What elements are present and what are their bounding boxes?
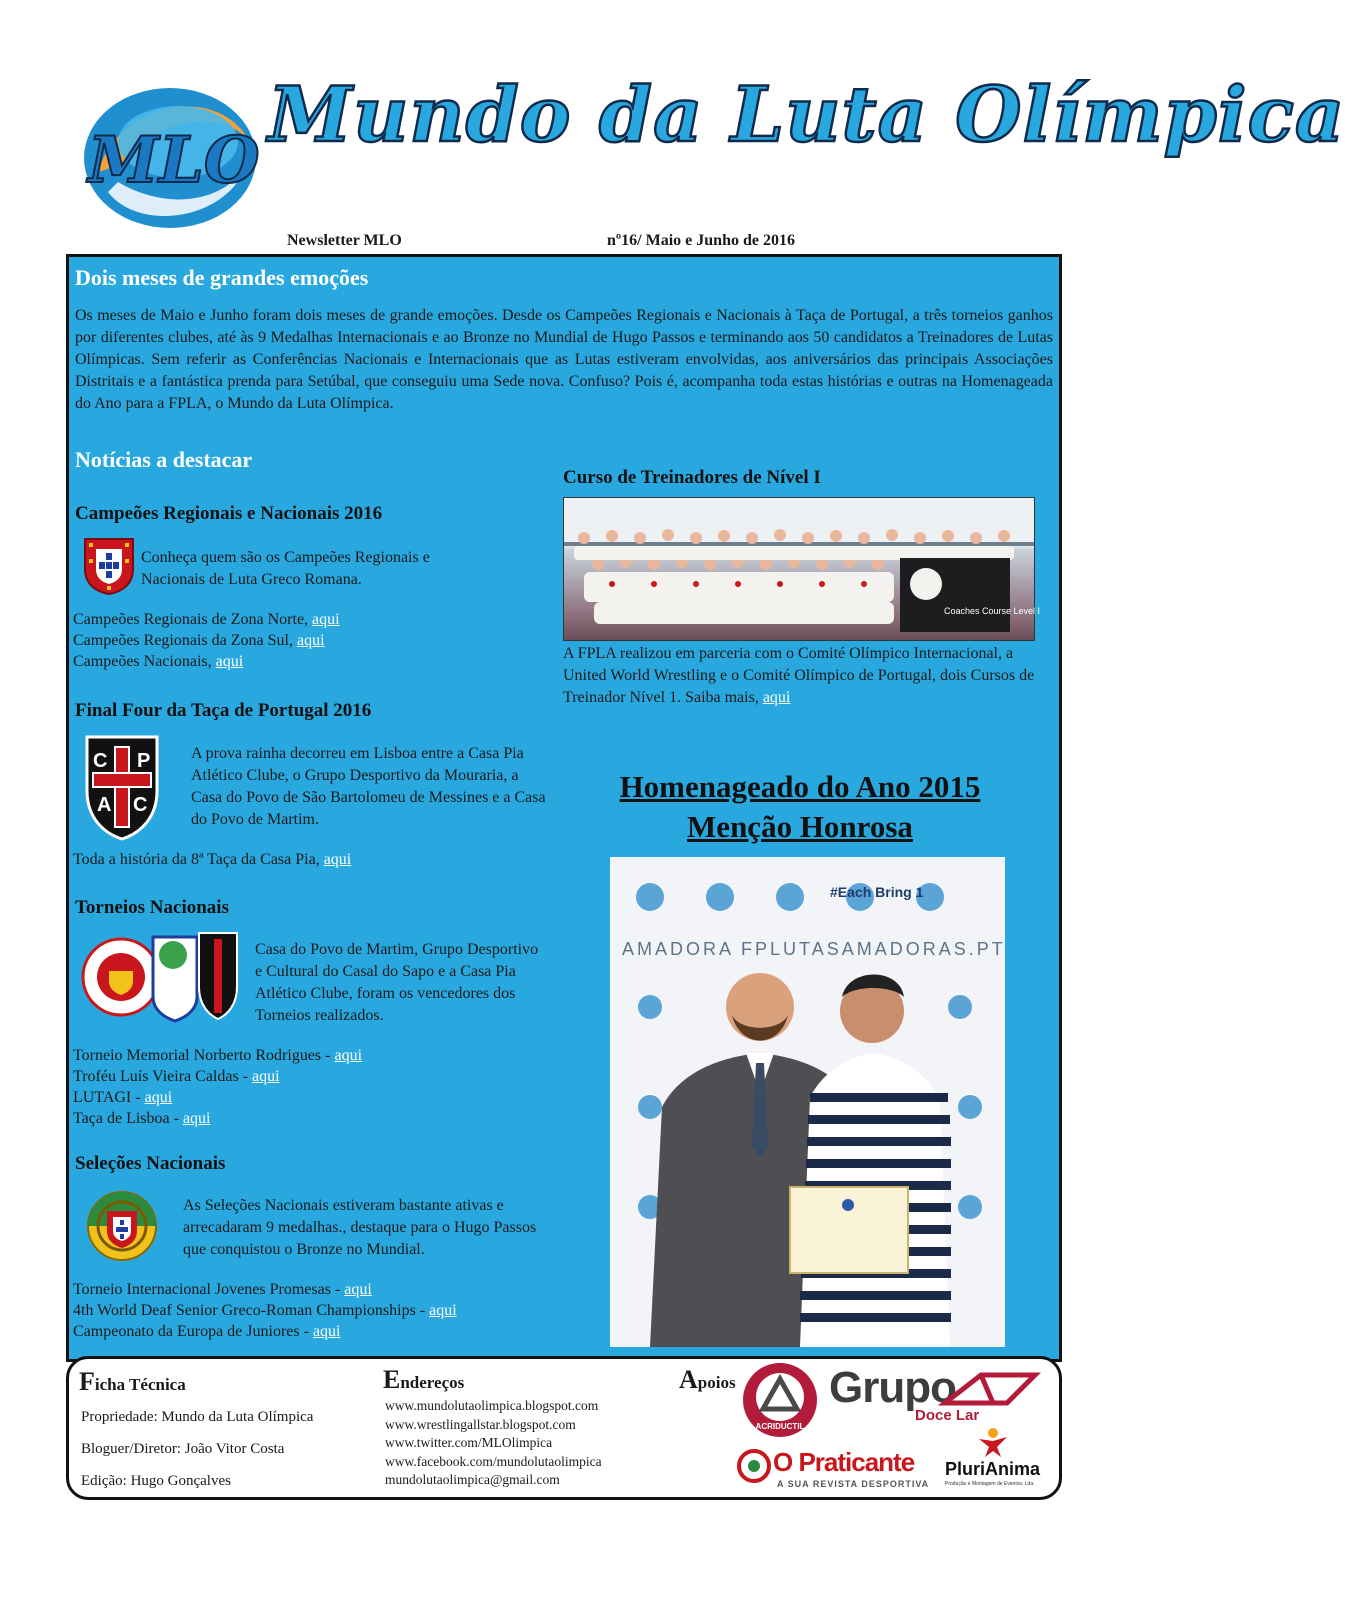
acriductil-name: ACRIDUCTIL <box>755 1422 805 1431</box>
honor-line-2: Menção Honrosa <box>687 809 913 844</box>
aqui-link[interactable]: aqui <box>429 1302 457 1319</box>
grupo-text: Grupo <box>829 1363 956 1412</box>
history-label: Toda a história da 8ª Taça da Casa Pia, <box>73 851 324 868</box>
aqui-link[interactable]: aqui <box>252 1068 280 1085</box>
news-heading: Notícias a destacar <box>75 447 253 472</box>
selecoes-link-row <box>73 1321 457 1342</box>
main-panel <box>66 254 1062 1362</box>
plurianima-logo <box>945 1427 1049 1499</box>
acriductil-logo-icon <box>741 1361 819 1439</box>
enderecos-list <box>385 1397 602 1490</box>
ficha-line: Bloguer/Diretor: João Vitor Costa <box>81 1441 285 1457</box>
campeoes-desc: Conheça quem são os Campeões Regionais e Nacionais de Luta Greco Romana. <box>141 549 430 588</box>
praticante-ball-icon <box>737 1449 771 1483</box>
plurianima-figure-icon <box>975 1427 1011 1457</box>
issue-label: nº16/ Maio e Junho de 2016 <box>607 232 795 249</box>
apoios-initial: A <box>679 1365 698 1394</box>
link-label: Troféu Luís Vieira Caldas - <box>73 1068 253 1085</box>
link-label: Taça de Lisboa - <box>73 1110 183 1127</box>
aqui-link[interactable]: aqui <box>215 653 244 670</box>
torneios-crests <box>81 927 243 1023</box>
aqui-link[interactable]: aqui <box>144 1089 173 1106</box>
section-title-finalfour: Final Four da Taça de Portugal 2016 <box>75 700 372 721</box>
link-label: Campeões Regionais de Zona Norte, <box>73 611 313 628</box>
aqui-link[interactable]: aqui <box>182 1110 211 1127</box>
praticante-subtitle: A SUA REVISTA DESPORTIVA <box>777 1479 930 1489</box>
address-link[interactable]: www.wrestlingallstar.blogspot.com <box>385 1416 576 1432</box>
curso-desc-text: A FPLA realizou em parceria com o Comité Olímpico Internacional, a United World Wrestling e o Comité Olímpico de Portugal, dois Cursos de Treinador Nível 1. Saiba mais, <box>563 645 1035 706</box>
aqui-link[interactable]: aqui <box>312 1323 341 1340</box>
apoios-rest: poios <box>697 1373 736 1392</box>
link-label: Campeonato da Europa de Juniores - <box>73 1323 313 1340</box>
section-title-selecoes: Seleções Nacionais <box>75 1153 226 1174</box>
aqui-link[interactable]: aqui <box>312 611 340 628</box>
torneio-link-row <box>73 1066 362 1087</box>
ficha-rest: icha Técnica <box>94 1375 186 1394</box>
campeoes-link-row <box>73 630 340 651</box>
torneios-desc: Casa do Povo de Martim, Grupo Desportivo e Cultural do Casal do Sapo e a Casa Pia Atlético Clube, foram os vencedores dos Torneios realizados. <box>255 941 539 1024</box>
portugal-armillary-icon <box>85 1189 159 1263</box>
address-link[interactable]: www.twitter.com/MLOlimpica <box>385 1435 553 1450</box>
mlo-logo <box>78 82 258 232</box>
honoree-photo-graphic <box>610 857 1005 1347</box>
backdrop-tag: #Each Bring 1 <box>830 884 924 900</box>
group-photo-graphic <box>564 498 1041 640</box>
ficha-line: Edição: Hugo Gonçalves <box>81 1473 231 1489</box>
link-label: Torneio Internacional Jovenes Promesas - <box>73 1281 345 1298</box>
doce-lar-text: Doce Lar <box>915 1407 980 1424</box>
plurianima-text: PluriAnima <box>945 1459 1041 1479</box>
newsletter-header <box>0 0 1345 255</box>
selecoes-links <box>73 1279 457 1342</box>
selecoes-desc: As Seleções Nacionais estiveram bastante ativas e arrecadaram 9 medalhas., destaque para o Hugo Passos que conquistou o Bronze no Mundial. <box>183 1197 537 1258</box>
torneios-links <box>73 1045 362 1129</box>
torneio-link-row <box>73 1108 362 1129</box>
aqui-link[interactable]: aqui <box>323 851 352 868</box>
grupo-doce-lar-logo <box>829 1363 1039 1423</box>
logo-text: MLO <box>88 123 260 198</box>
selecoes-link-row <box>73 1279 457 1300</box>
link-label: Campeões Regionais da Zona Sul, <box>73 632 297 649</box>
coaches-course-photo <box>563 497 1041 641</box>
aqui-link[interactable]: aqui <box>296 632 325 649</box>
masthead-title: Mundo da Luta Olímpica <box>268 70 1345 159</box>
o-praticante-logo <box>737 1447 943 1497</box>
mlo-logo-graphic <box>78 82 258 232</box>
link-label: LUTAGI - <box>73 1089 145 1106</box>
honoree-photo <box>610 857 1005 1347</box>
aqui-link[interactable]: aqui <box>762 689 791 706</box>
apoios-title <box>679 1365 736 1395</box>
link-label: Torneio Memorial Norberto Rodrigues - <box>73 1047 335 1064</box>
section-title-campeoes: Campeões Regionais e Nacionais 2016 <box>75 503 383 524</box>
honor-title <box>563 767 1037 847</box>
casa-pia-crest-icon <box>83 733 161 841</box>
ficha-initial: F <box>79 1367 95 1396</box>
finalfour-desc: A prova rainha decorreu em Lisboa entre a Casa Pia Atlético Clube, o Grupo Desportivo da Mouraria, a Casa do Povo de São Bartolomeu de Messines e a Casa do Povo de Martim. <box>191 745 546 828</box>
selecoes-link-row <box>73 1300 457 1321</box>
crest-letter: C <box>93 750 108 772</box>
aqui-link[interactable]: aqui <box>334 1047 363 1064</box>
enderecos-initial: E <box>383 1365 401 1394</box>
plurianima-subtitle: Produção e Montagem de Eventos, Lda. <box>945 1481 1035 1487</box>
curso-desc <box>563 643 1039 709</box>
crest-letter: P <box>137 750 151 772</box>
ficha-line: Propriedade: Mundo da Luta Olímpica <box>81 1409 314 1425</box>
praticante-text: O Praticante <box>773 1447 915 1477</box>
finalfour-history <box>73 849 351 870</box>
roof-icon <box>941 1367 1039 1407</box>
email-link[interactable]: mundolutaolimpica@gmail.com <box>385 1472 560 1487</box>
crest-letter: A <box>97 794 112 816</box>
intro-body: Os meses de Maio e Junho foram dois meses de grande emoções. Desde os Campeões Regionais e Nacionais à Taça de Portugal, a três torneios ganhos por diferentes clubes, até às 9 Medalhas Internacionais e ao Bronze no Mundial de Hugo Passos e terminando aos 50 candidatos a Treinadores de Lutas Olímpicas. Sem referir as Conferências Nacionais e Internacionais que as Lutas estiveram envolvidas, aos aniversários das principais Associações Distritais e a fantástica prenda para Setúbal, que conseguiu uma Sede nova. Confuso? Pois é, acompanha toda estas histórias e outras na Homenageada do Ano para a FPLA, o Mundo da Luta Olímpica. <box>75 307 1053 412</box>
backdrop-text: AMADORA FPLUTASAMADORAS.PT <box>622 939 1006 959</box>
enderecos-rest: ndereços <box>400 1373 465 1392</box>
honor-line-1: Homenageado do Ano 2015 <box>619 769 981 804</box>
address-link[interactable]: www.mundolutaolimpica.blogspot.com <box>385 1398 599 1413</box>
link-label: 4th World Deaf Senior Greco-Roman Championships - <box>73 1302 430 1319</box>
ficha-title <box>79 1367 186 1397</box>
campeoes-link-row <box>73 651 340 672</box>
torneio-link-row <box>73 1087 362 1108</box>
address-link[interactable]: www.facebook.com/mundolutaolimpica <box>385 1453 602 1469</box>
footer <box>66 1356 1062 1500</box>
banner-text: Coaches Course Level I <box>944 606 1041 616</box>
link-label: Campeões Nacionais, <box>73 653 216 670</box>
crest-letter: C <box>133 794 148 816</box>
enderecos-title <box>383 1365 464 1395</box>
section-title-torneios: Torneios Nacionais <box>75 897 229 918</box>
tournament-crests-icon <box>81 927 243 1023</box>
campeoes-links <box>73 609 340 672</box>
torneio-link-row <box>73 1045 362 1066</box>
newsletter-label: Newsletter MLO <box>287 232 402 249</box>
portugal-crest-icon <box>81 535 137 600</box>
campeoes-link-row <box>73 609 340 630</box>
aqui-link[interactable]: aqui <box>344 1281 372 1298</box>
section-title-curso: Curso de Treinadores de Nível I <box>563 467 821 488</box>
intro-title: Dois meses de grandes emoções <box>75 265 369 290</box>
